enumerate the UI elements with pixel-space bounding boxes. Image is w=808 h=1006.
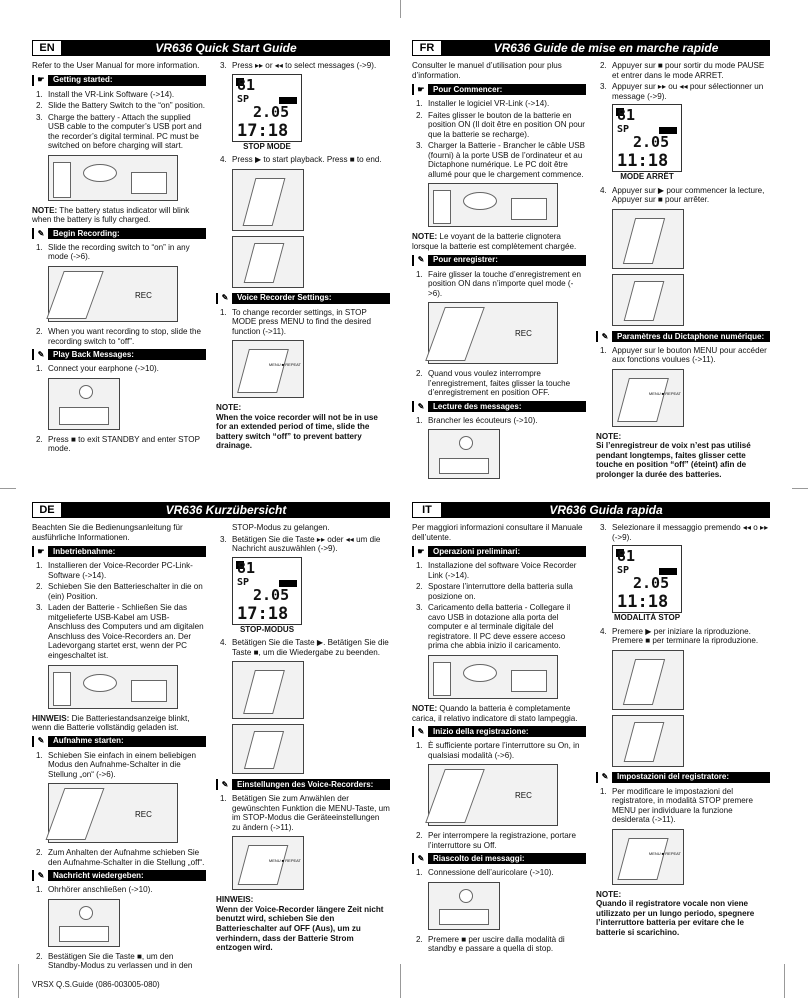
list-item: 4. Premere ▶ per iniziare la riproduzione. Premere ■ per terminare la riproduzione.	[600, 626, 759, 646]
list-item: 3. Charge the battery - Attach the supplied USB cable to the computer’s USB port and the recorder’s digital terminal. PC must be switched on before charging will start.	[36, 112, 202, 151]
list-item: 2. Zum Anhalten der Aufnahme schieben Sie den Aufnahme-Schalter in die Stellung „off“.	[36, 848, 205, 867]
play-illustration	[232, 661, 304, 719]
footer-code: VRSX Q.S.Guide (086-003005-080)	[32, 980, 160, 989]
column-right	[596, 523, 770, 957]
rec-label: REC	[515, 791, 532, 801]
hand-icon: ☛	[414, 546, 428, 557]
subheading: ☛ Getting started:	[32, 75, 206, 86]
continued-text: STOP-Modus zu gelangen.	[232, 523, 330, 532]
intro-text: Beachten Sie die Bedienungsanleitung für ausführliche Informationen.	[32, 523, 183, 542]
subheading: ☛ Inbetriebnahme:	[32, 546, 206, 557]
subheading: ✎ Paramètres du Dictaphone numérique:	[596, 331, 770, 342]
list-item: 1. Per modificare le impostazioni del registratore, in modalità STOP premere MENU per individuare la funzione desiderata (->11).	[600, 786, 753, 825]
list-item: 2. Spostare l’interruttore della batteria sulla posizione on.	[416, 582, 573, 601]
list-item: 1. Installer le logiciel VR-Link (->14).	[416, 99, 550, 109]
recorder-illustration	[428, 764, 558, 826]
subheading: ✎ Inizio della registrazione:	[412, 726, 586, 737]
subheading: ✎ Pour enregistrer:	[412, 255, 586, 266]
note: NOTE: Le voyant de la batterie clignotera lorsque la batterie est complètement chargée.	[412, 232, 577, 252]
usb-illustration	[428, 655, 558, 699]
lcd-caption: MODALITÀ STOP	[613, 613, 681, 623]
intro-text: Consulter le manuel d’utilisation pour plus d’information.	[412, 61, 562, 80]
recorder-icon: ✎	[598, 772, 612, 783]
list-item: 3. Caricamento della batteria - Collegare il cavo USB in dotazione alla porta del computer e al terminale digitale del registratore. Il PC deve essere acceso prima che abbia inizio il caricamento.	[416, 603, 571, 651]
section-de	[32, 502, 390, 971]
section-fr	[412, 40, 770, 482]
recorder-icon: ✎	[34, 736, 48, 747]
rec-label: REC	[515, 329, 532, 339]
subheading: ✎ Riascolto dei messaggi:	[412, 853, 586, 864]
list-item: 4. Appuyer sur ▶ pour commencer la lecture, Appuyer sur ■ pour arrêter.	[600, 185, 765, 205]
usb-illustration	[48, 155, 178, 201]
recorder-icon: ✎	[414, 401, 428, 412]
list-item: 1. Installazione del software Voice Recorder Link (->14).	[416, 561, 577, 580]
recorder-icon: ✎	[414, 255, 428, 266]
lcd-caption: MODE ARRÊT	[620, 172, 674, 182]
lang-code: FR	[412, 40, 442, 56]
play-illustration	[612, 209, 684, 269]
list-item: 3. Charger la Batterie - Brancher le câble USB (fourni) à la porte USB de l’ordinateur et au Dictaphone numérique. Le PC doit être allumé pour que le chargement commence.	[416, 141, 586, 179]
lcd-display: 81 SP 2.05 17:18	[232, 557, 302, 625]
list-item: 1. Schieben Sie einfach in einem beliebigen Modus den Aufnahme-Schalter in die Stellung „on“ (->6).	[36, 750, 197, 779]
header-en	[32, 40, 390, 56]
list-item: 2. Per interrompere la registrazione, portare l’interruttore su Off.	[416, 831, 577, 850]
recorder-illustration	[48, 266, 178, 322]
list-item: 3. Betätigen Sie die Taste ▸▸ oder ◂◂ um die Nachricht auszuwählen (->9).	[220, 534, 381, 554]
recorder-illustration	[428, 302, 558, 364]
lang-code: IT	[412, 502, 442, 518]
usb-illustration	[428, 183, 558, 227]
menu-label: MENU ■ REPEAT	[268, 858, 301, 864]
list-item: 1. Connect your earphone (->10).	[36, 364, 159, 374]
column-right	[596, 61, 770, 484]
earphone-illustration	[48, 899, 120, 947]
hand-icon: ☛	[34, 75, 48, 86]
list-item: 2. Appuyer sur ■ pour sortir du mode PAUSE et entrer dans le mode ARRET.	[600, 61, 765, 80]
earphone-illustration	[428, 882, 500, 930]
list-item: 1. Faire glisser la touche d’enregistrement en position ON dans n’importe quel mode (->6).	[416, 269, 581, 298]
crop-mark	[18, 964, 19, 998]
subheading: ☛ Pour Commencer:	[412, 84, 586, 95]
subheading: ✎ Play Back Messages:	[32, 349, 206, 360]
menu-illustration	[232, 836, 304, 890]
section-title: VR636 Quick Start Guide	[155, 40, 297, 55]
stop-illustration	[232, 724, 304, 774]
list-item: 1. Betätigen Sie zum Anwählen der gewünschten Funktion die MENU-Taste, um im STOP-Modus die Geräteeinstellungen zu ändern (->11).	[220, 794, 390, 832]
crop-mark	[400, 0, 401, 18]
column-left	[32, 523, 206, 974]
lcd-display: 81 SP 2.05 11:18	[612, 104, 682, 172]
note: NOTE: When the voice recorder will not be in use for an extended period of time, slide the battery switch “off” to prevent battery drainage.	[216, 403, 378, 451]
list-item: 1. Brancher les écouteurs (->10).	[416, 415, 538, 425]
subheading: ☛ Operazioni preliminari:	[412, 546, 586, 557]
list-item: 2. When you want recording to stop, slide the recording switch to “off”.	[36, 327, 201, 346]
list-item: 1. Slide the recording switch to “on” in any mode (->6).	[36, 242, 190, 262]
list-item: 1. È sufficiente portare l’interruttore su On, in qualsiasi modalità (->6).	[416, 741, 580, 760]
lang-code: DE	[32, 502, 62, 518]
rec-label: REC	[135, 291, 152, 301]
list-item: 1. Install the VR-Link Software (->14).	[36, 89, 175, 99]
header-fr	[412, 40, 770, 56]
play-illustration	[612, 650, 684, 710]
list-item: 4. Betätigen Sie die Taste ▶. Betätigen Sie die Taste ■, um die Wiedergabe zu beenden.	[220, 638, 389, 657]
hand-icon: ☛	[414, 84, 428, 95]
list-item: 2. Press ■ to exit STANDBY and enter STOP mode.	[36, 434, 200, 454]
column-right	[216, 523, 390, 974]
rec-label: REC	[135, 810, 152, 820]
note: HINWEIS: Die Batteriestandsanzeige blinkt, wenn die Batterie vollständig geladen ist.	[32, 713, 190, 733]
list-item: 2. Premere ■ per uscire dalla modalità di standby e passare a quella di stop.	[416, 934, 565, 954]
column-right	[216, 61, 390, 457]
subheading: ✎ Einstellungen des Voice-Recorders:	[216, 779, 390, 790]
list-item: 4. Press ▶ to start playback. Press ■ to end.	[220, 154, 382, 164]
recorder-icon: ✎	[34, 228, 48, 239]
note: HINWEIS: Wenn der Voice-Recorder längere Zeit nicht benutzt wird, schieben Sie den Batterieschalter auf OFF (Aus), um zu verhindern, dass der Batterie Strom entzogen wird.	[216, 895, 384, 953]
crop-mark	[784, 964, 785, 998]
stop-illustration	[612, 715, 684, 767]
recorder-icon: ✎	[34, 870, 48, 881]
note: NOTE: Si l’enregistreur de voix n’est pas utilisé pendant longtemps, faites glisser cette touche en position “off” (éteint) afin de prolonger la durée des batteries.	[596, 431, 751, 479]
section-title: VR636 Guide de mise en marche rapide	[493, 40, 719, 55]
stop-illustration	[612, 274, 684, 326]
lcd-caption: STOP MODE	[243, 141, 291, 151]
list-item: 1. Connessione dell’auricolare (->10).	[416, 868, 554, 878]
recorder-icon: ✎	[218, 293, 232, 304]
subheading: ✎ Begin Recording:	[32, 228, 206, 239]
intro-text: Refer to the User Manual for more information.	[32, 61, 200, 70]
crop-mark	[0, 488, 16, 489]
lang-code: EN	[32, 40, 62, 56]
section-title: VR636 Guida rapida	[549, 502, 663, 517]
earphone-illustration	[428, 429, 500, 479]
list-item: 3. Selezionare il messaggio premendo ◂◂ o ▸▸ (->9).	[600, 523, 769, 542]
list-item: 2. Slide the Battery Switch to the “on” position.	[36, 101, 206, 111]
hand-icon: ☛	[34, 546, 48, 557]
column-left	[32, 61, 206, 457]
recorder-icon: ✎	[598, 331, 612, 342]
note: NOTE: Quando la batteria è completamente carica, il relativo indicatore di stato lampeggia.	[412, 704, 578, 723]
header-de	[32, 502, 390, 518]
column-left	[412, 61, 586, 484]
note: NOTE: The battery status indicator will blink when the battery is fully charged.	[32, 205, 190, 225]
menu-illustration	[232, 340, 304, 398]
list-item: 1. Installieren der Voice-Recorder PC-Link-Software (->14).	[36, 561, 193, 580]
menu-illustration	[612, 829, 684, 885]
header-it	[412, 502, 770, 518]
list-item: 1. Ohrhörer anschließen (->10).	[36, 885, 153, 895]
subheading: ✎ Lecture des messages:	[412, 401, 586, 412]
list-item: 3. Press ▸▸ or ◂◂ to select messages (->9).	[220, 61, 377, 70]
menu-illustration	[612, 369, 684, 427]
menu-label: MENU ■ REPEAT	[648, 390, 681, 396]
section-title: VR636 Kurzübersicht	[165, 502, 287, 517]
recorder-icon: ✎	[218, 779, 232, 790]
list-item: 2. Bestätigen Sie die Taste ■, um den Standby-Modus zu verlassen und in den	[36, 951, 193, 971]
stop-illustration	[232, 236, 304, 288]
section-en	[32, 40, 390, 482]
list-item: 3. Laden der Batterie - Schließen Sie das mitgelieferte USB-Kabel am USB-Anschluss des Computers und am digitalen Anschluss des Voice-Recorders an. Der Ladevorgang startet erst, wenn der PC eingeschaltet ist.	[36, 603, 204, 661]
list-item: 2. Quand vous voulez interrompre l’enregistrement, faites glisser la touche d’enregistrement en position OFF.	[416, 369, 571, 398]
menu-label: MENU ■ REPEAT	[268, 362, 301, 368]
intro-text: Per maggiori informazioni consultare il Manuale dell’utente.	[412, 523, 583, 542]
earphone-illustration	[48, 378, 120, 430]
column-left	[412, 523, 586, 957]
lcd-caption: STOP-MODUS	[239, 624, 295, 634]
lcd-display: 81 SP 2.05 11:18	[612, 545, 682, 613]
list-item: 1. Appuyer sur le bouton MENU pour accéder aux fonctions voulues (->11).	[600, 345, 767, 365]
usb-illustration	[48, 665, 178, 709]
menu-label: MENU ■ REPEAT	[648, 850, 681, 856]
subheading: ✎ Impostazioni del registratore:	[596, 772, 770, 783]
subheading: ✎ Aufnahme starten:	[32, 736, 206, 747]
play-illustration	[232, 169, 304, 231]
recorder-icon: ✎	[34, 349, 48, 360]
recorder-illustration	[48, 783, 178, 843]
list-item: 2. Schieben Sie den Batterieschalter in die on (ein) Position.	[36, 582, 203, 601]
list-item: 1. To change recorder settings, in STOP MODE press MENU to find the desired function (->11).	[220, 307, 371, 336]
crop-mark	[400, 964, 401, 998]
note: NOTE: Quando il registratore vocale non viene utilizzato per un lungo periodo, spegnere l’interruttore batteria per evitare che le batterie si scarichino.	[596, 889, 755, 937]
recorder-icon: ✎	[414, 726, 428, 737]
crop-mark	[792, 488, 808, 489]
lcd-display: 81 SP 2.05 17:18	[232, 74, 302, 142]
list-item: 3. Appuyer sur ▸▸ ou ◂◂ pour sélectionner un message (->9).	[600, 82, 764, 101]
subheading: ✎ Nachricht wiedergeben:	[32, 870, 206, 881]
section-it	[412, 502, 770, 954]
recorder-icon: ✎	[414, 853, 428, 864]
subheading: ✎ Voice Recorder Settings:	[216, 293, 390, 304]
list-item: 2. Faites glisser le bouton de la batterie en position ON (Il doit être en position ON pour que la batterie se recharge).	[416, 110, 586, 139]
